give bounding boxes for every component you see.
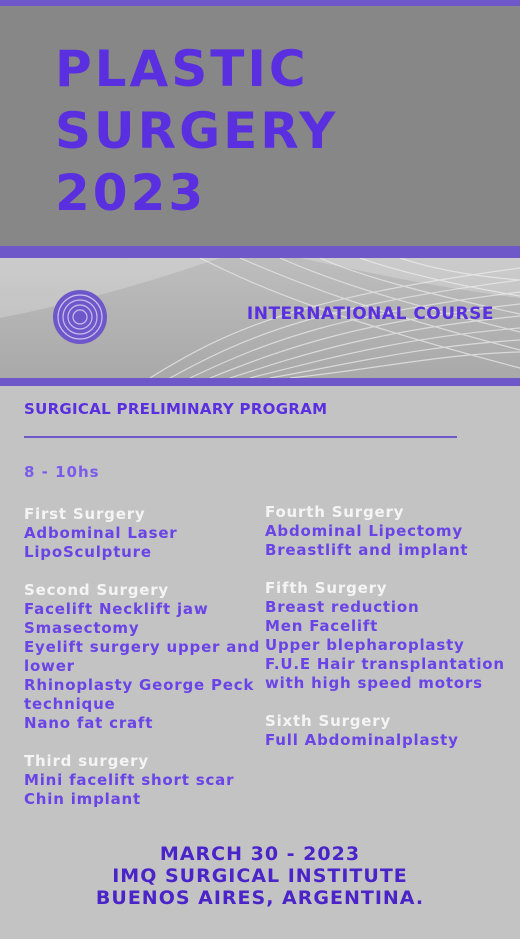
title-line-3: 2023	[55, 164, 207, 222]
surgery-heading: Fifth Surgery	[265, 579, 388, 597]
program-divider	[24, 436, 457, 438]
surgery-heading: Second Surgery	[24, 581, 169, 599]
surgery-heading: Fourth Surgery	[265, 503, 405, 521]
procedure-line: Smasectomy	[24, 619, 140, 637]
procedure-line: F.U.E Hair transplantation	[265, 655, 505, 673]
page-title	[55, 38, 338, 224]
footer-date: MARCH 30 - 2023	[159, 843, 361, 865]
procedure-line: Nano fat craft	[24, 714, 154, 732]
procedure-line: with high speed motors	[265, 674, 483, 692]
procedure-line: Rhinoplasty George Peck	[24, 676, 255, 694]
surgery-heading: First Surgery	[24, 505, 146, 523]
program-time: 8 - 10hs	[24, 463, 100, 481]
program-heading: SURGICAL PRELIMINARY PROGRAM	[24, 400, 328, 418]
procedure-line: Facelift Necklift jaw	[24, 600, 209, 618]
surgery-block	[24, 505, 264, 562]
procedure-line: Abdominal Lipectomy	[265, 522, 463, 540]
procedure-line: Chin implant	[24, 790, 141, 808]
procedure-line: lower	[24, 657, 75, 675]
surgery-heading: Third surgery	[24, 752, 149, 770]
procedure-line: Full Abdominalplasty	[265, 731, 459, 749]
procedure-line: Breastlift and implant	[265, 541, 469, 559]
procedure-line: Mini facelift short scar	[24, 771, 235, 789]
surgery-block	[265, 503, 515, 560]
procedure-line: Breast reduction	[265, 598, 420, 616]
surgery-heading: Sixth Surgery	[265, 712, 392, 730]
surgery-block	[24, 581, 264, 733]
surgery-block	[265, 579, 515, 693]
course-subtitle: INTERNATIONAL COURSE	[246, 304, 494, 324]
procedure-line: Eyelift surgery upper and	[24, 638, 261, 656]
top-stripe	[0, 0, 520, 6]
procedure-line: Upper blepharoplasty	[265, 636, 465, 654]
header-bottom-stripe	[0, 246, 520, 258]
footer-venue: IMQ SURGICAL INSTITUTE	[112, 865, 408, 887]
procedure-line: LipoSculpture	[24, 543, 152, 561]
procedure-line: Adbominal Laser	[24, 524, 178, 542]
band-bottom-stripe	[0, 378, 520, 386]
procedure-line: Men Facelift	[265, 617, 379, 635]
right-column	[265, 503, 515, 769]
concentric-circles-icon	[52, 289, 108, 345]
event-footer	[0, 843, 520, 909]
title-line-1: PLASTIC	[55, 40, 309, 98]
surgery-block	[24, 752, 264, 809]
title-line-2: SURGERY	[55, 102, 339, 160]
left-column	[24, 505, 264, 828]
surgery-block	[265, 712, 515, 750]
procedure-line: technique	[24, 695, 116, 713]
footer-location: BUENOS AIRES, ARGENTINA.	[95, 887, 425, 909]
